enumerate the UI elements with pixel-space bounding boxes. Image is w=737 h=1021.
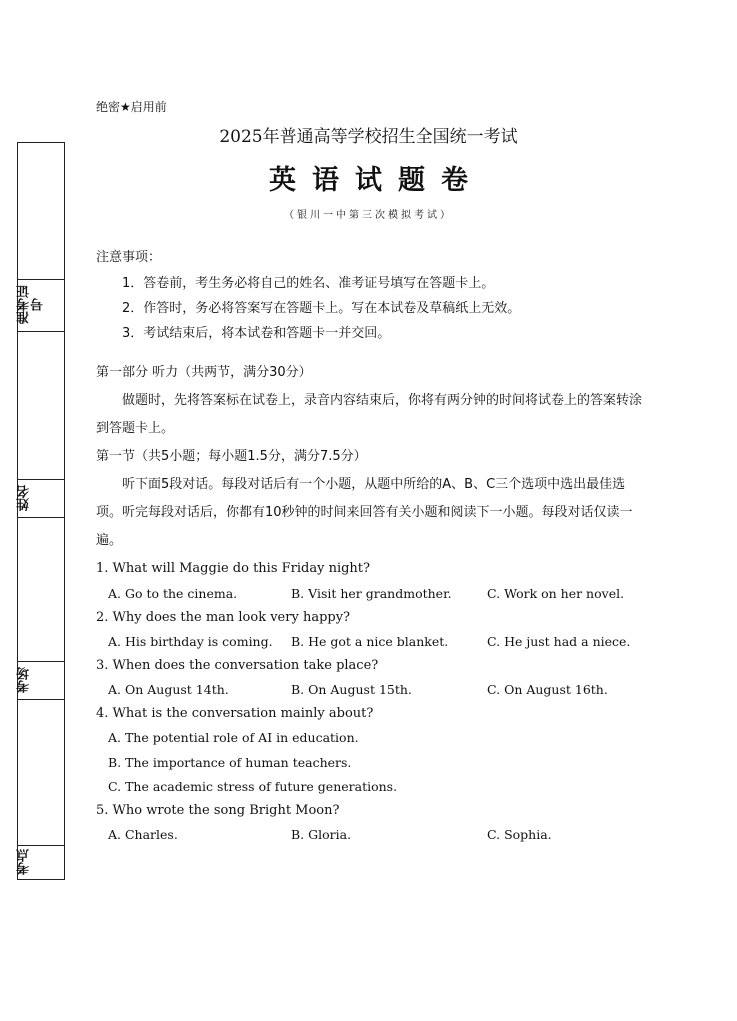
- part1-title: 第一部分 听力（共两节，满分30分）: [96, 365, 312, 380]
- binding-divider: [18, 845, 64, 846]
- option-a: A. The potential role of AI in education.: [108, 730, 359, 745]
- note-item: 2．作答时，务必将答案写在答题卡上。写在本试卷及草稿纸上无效。: [122, 301, 521, 316]
- binding-divider: [18, 699, 64, 700]
- question-5: 5. Who wrote the song Bright Moon?: [96, 803, 340, 818]
- question-3: 3. When does the conversation take place?: [96, 658, 379, 673]
- notes-title: 注意事项：: [96, 250, 162, 265]
- binding-divider: [18, 279, 64, 280]
- option-a: A. Charles.: [108, 827, 178, 842]
- binding-divider: [18, 517, 64, 518]
- binding-divider: [18, 479, 64, 480]
- note-item: 1．答卷前，考生务必将自己的姓名、准考证号填写在答题卡上。: [122, 276, 495, 291]
- option-c: C. Sophia.: [487, 827, 552, 842]
- option-a: A. His birthday is coming.: [108, 634, 273, 649]
- option-b: B. He got a nice blanket.: [291, 634, 449, 649]
- exam-title: 2025年普通高等学校招生全国统一考试: [219, 127, 518, 147]
- exam-room-label: 考场: [17, 667, 32, 693]
- subject-title: 英语试题卷: [269, 165, 484, 196]
- option-c: C. He just had a niece.: [487, 634, 631, 649]
- binding-divider: [18, 331, 64, 332]
- binding-divider: [18, 661, 64, 662]
- section1-intro: 听下面5段对话。每段对话后有一个小题，从题中所给的A、B、C三个选项中选出最佳选项。听完每段对话后，你都有10秒钟的时间来回答有关小题和阅读下一小题。每段对话仅读一遍。: [96, 477, 633, 548]
- question-2: 2. Why does the man look very happy?: [96, 610, 351, 625]
- name-label: 姓名: [17, 485, 32, 511]
- note-item: 3．考试结束后，将本试卷和答题卡一并交回。: [122, 326, 391, 341]
- part1-intro: 做题时，先将答案标在试卷上，录音内容结束后，你将有两分钟的时间将试卷上的答案转涂到答题卡上。: [96, 393, 643, 436]
- confidential-mark: 绝密★启用前: [96, 100, 167, 114]
- option-b: B. Gloria.: [291, 827, 352, 842]
- section1-title: 第一节（共5小题；每小题1.5分，满分7.5分）: [96, 449, 367, 464]
- option-c: C. On August 16th.: [487, 682, 608, 697]
- exam-site-label: 考点: [17, 849, 32, 875]
- exam-subtitle: （银川一中第三次模拟考试）: [284, 210, 453, 221]
- option-c: C. Work on her novel.: [487, 586, 625, 601]
- option-b: B. The importance of human teachers.: [108, 755, 352, 770]
- option-a: A. Go to the cinema.: [108, 586, 238, 601]
- option-b: B. On August 15th.: [291, 682, 412, 697]
- option-c: C. The academic stress of future generations.: [108, 779, 398, 794]
- ticket-number-label: 准考证号: [17, 285, 46, 325]
- option-a: A. On August 14th.: [108, 682, 229, 697]
- option-b: B. Visit her grandmother.: [291, 586, 452, 601]
- question-4: 4. What is the conversation mainly about?: [96, 706, 374, 721]
- binding-column: [17, 142, 65, 880]
- question-1: 1. What will Maggie do this Friday night?: [96, 561, 370, 576]
